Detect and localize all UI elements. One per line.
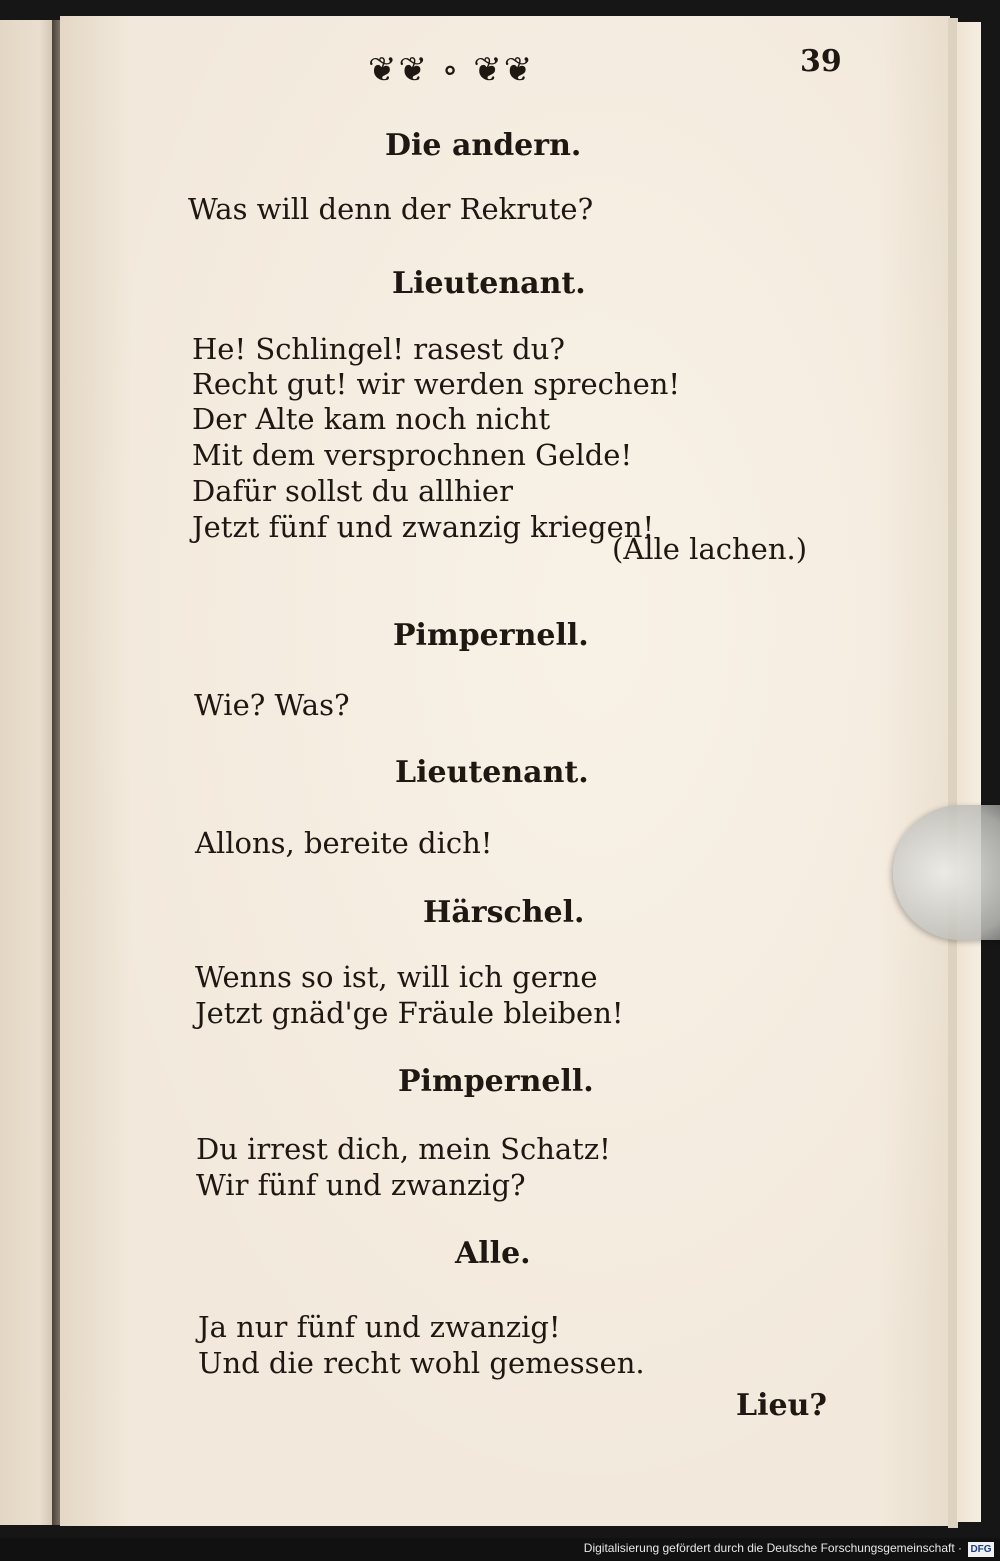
dfg-logo: DFG — [968, 1542, 994, 1557]
verse-line: Recht gut! wir werden sprechen! — [192, 367, 681, 401]
verse-line: Dafür sollst du allhier — [192, 474, 513, 508]
page-number: 39 — [800, 44, 842, 79]
verse-line: Wie? Was? — [194, 688, 350, 722]
stage-direction: (Alle lachen.) — [612, 532, 808, 566]
verse-line: Mit dem versprochnen Gelde! — [192, 438, 633, 472]
left-page-edge — [0, 20, 56, 1525]
page-stack-edge — [957, 22, 981, 1522]
verse-line: Der Alte kam noch nicht — [192, 402, 551, 436]
verse-line: Ja nur fünf und zwanzig! — [198, 1310, 561, 1344]
verse-line: Wenns so ist, will ich gerne — [195, 960, 598, 994]
verse-line: Jetzt fünf und zwanzig kriegen! — [192, 510, 655, 544]
speaker-heading: Alle. — [455, 1236, 531, 1271]
header-ornament: ❦❦ ∘ ❦❦ — [368, 50, 535, 90]
speaker-heading: Pimpernell. — [398, 1064, 594, 1099]
catchword: Lieu? — [736, 1388, 827, 1423]
verse-line: Du irrest dich, mein Schatz! — [196, 1132, 611, 1166]
speaker-heading: Härschel. — [423, 895, 585, 930]
verse-line: Jetzt gnäd'ge Fräule bleiben! — [195, 996, 624, 1030]
verse-line: Und die recht wohl gemessen. — [198, 1346, 645, 1380]
verse-line: He! Schlingel! rasest du? — [192, 332, 565, 366]
verse-line: Was will denn der Rekrute? — [188, 192, 594, 226]
speaker-heading: Lieutenant. — [392, 266, 586, 301]
speaker-heading: Die andern. — [385, 128, 582, 163]
verse-line: Allons, bereite dich! — [195, 826, 493, 860]
speaker-heading: Lieutenant. — [395, 755, 589, 790]
funding-credit: Digitalisierung gefördert durch die Deutsche Forschungsgemeinschaft · — [583, 1541, 962, 1555]
speaker-heading: Pimpernell. — [393, 618, 589, 653]
verse-line: Wir fünf und zwanzig? — [196, 1168, 526, 1202]
